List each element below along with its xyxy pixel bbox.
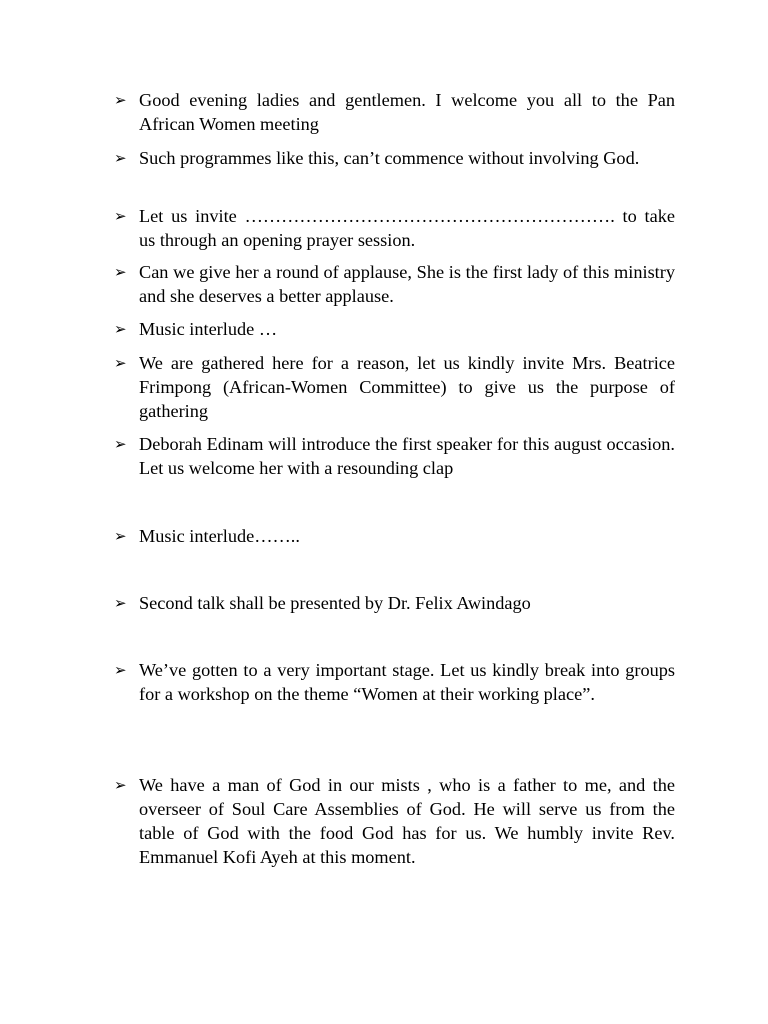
list-item (114, 260, 675, 308)
arrow-bullet-icon: ➢ (114, 263, 127, 281)
list-item (114, 351, 675, 423)
list-item-text: Can we give her a round of applause, She is the first lady of this ministry and she deserves a better applause. (139, 262, 675, 306)
list-item (114, 204, 675, 252)
list-item-text: Let us invite ……………………………………………………. to take us through an opening prayer session. (139, 206, 675, 250)
list-item (114, 773, 675, 869)
list-item (114, 432, 675, 480)
arrow-bullet-icon: ➢ (114, 320, 127, 338)
arrow-bullet-icon: ➢ (114, 527, 127, 545)
arrow-bullet-icon: ➢ (114, 91, 127, 109)
arrow-bullet-icon: ➢ (114, 207, 127, 225)
list-item-text: Music interlude … (139, 319, 278, 339)
list-item-text: Deborah Edinam will introduce the first speaker for this august occasion. Let us welcome her with a resounding clap (139, 434, 675, 478)
list-item-text: Such programmes like this, can’t commence without involving God. (139, 148, 640, 168)
arrow-bullet-icon: ➢ (114, 594, 127, 612)
list-item (114, 658, 675, 706)
list-item-text: We have a man of God in our mists , who is a father to me, and the overseer of Soul Care Assemblies of God. He will serve us from the table of God with the food God has for us. We humbly invite Rev. Emmanuel Kofi Ayeh at this moment. (139, 775, 675, 867)
list-item (114, 591, 675, 615)
arrow-bullet-icon: ➢ (114, 661, 127, 679)
list-item (114, 317, 675, 341)
list-item-text: We’ve gotten to a very important stage. Let us kindly break into groups for a workshop on the theme “Women at their working place”. (139, 660, 675, 704)
arrow-bullet-icon: ➢ (114, 776, 127, 794)
arrow-bullet-icon: ➢ (114, 149, 127, 167)
list-item-text: Music interlude…….. (139, 526, 300, 546)
list-item-text: We are gathered here for a reason, let us kindly invite Mrs. Beatrice Frimpong (African-Women Committee) to give us the purpose of gathering (139, 353, 675, 421)
list-item-text: Second talk shall be presented by Dr. Felix Awindago (139, 593, 531, 613)
arrow-bullet-icon: ➢ (114, 435, 127, 453)
list-item-text: Good evening ladies and gentlemen. I welcome you all to the Pan African Women meeting (139, 90, 675, 134)
list-item (114, 146, 675, 170)
list-item (114, 88, 675, 136)
arrow-bullet-icon: ➢ (114, 354, 127, 372)
list-item (114, 524, 675, 548)
